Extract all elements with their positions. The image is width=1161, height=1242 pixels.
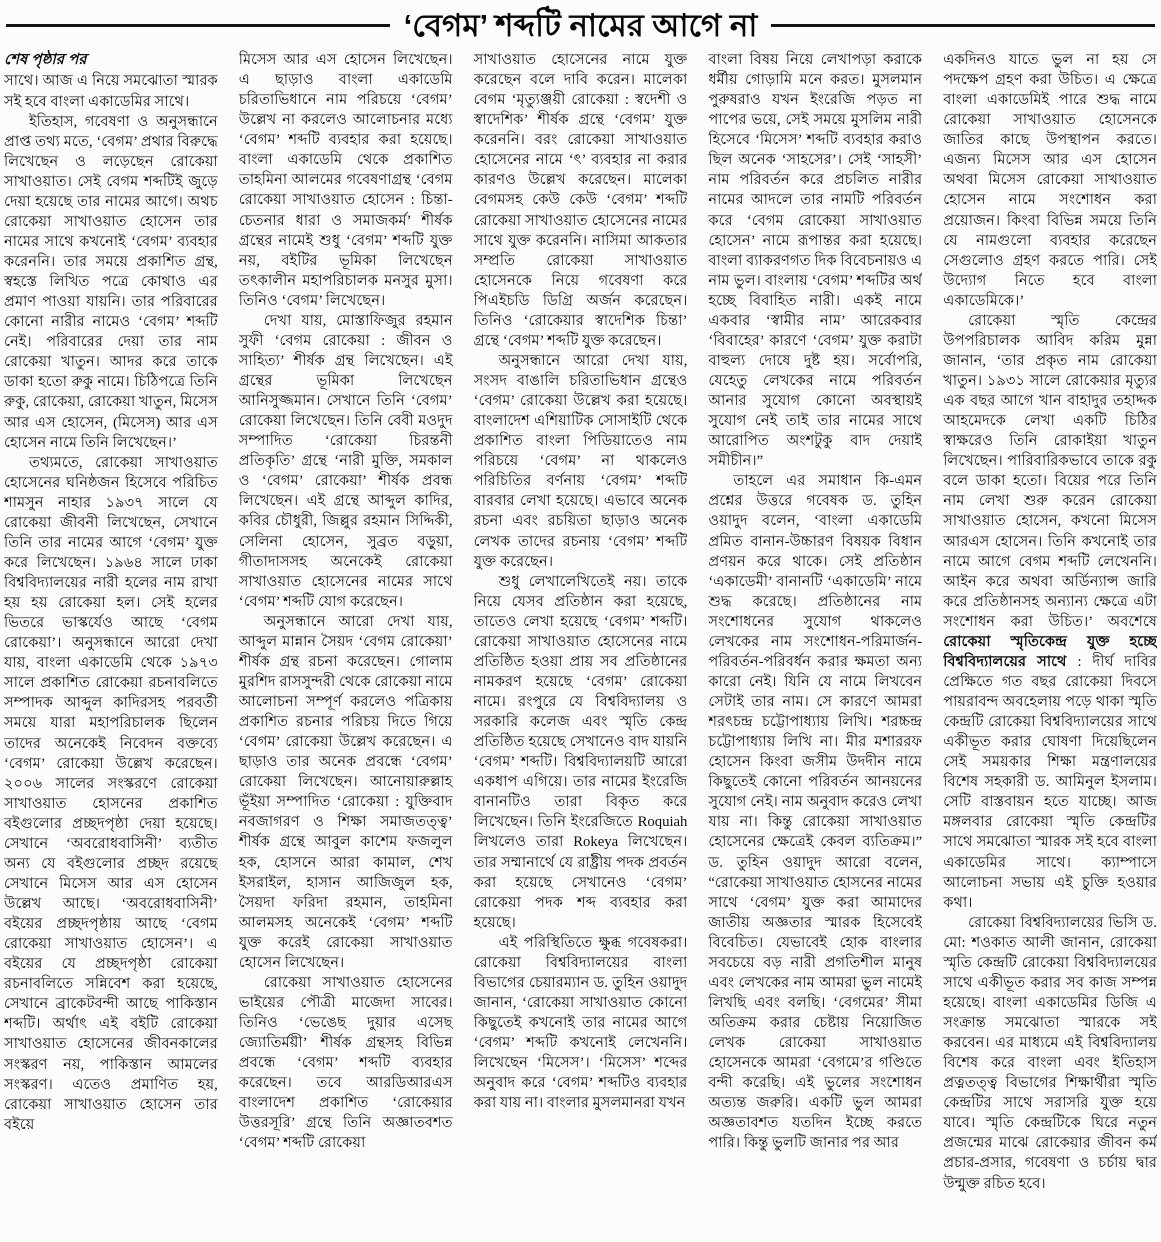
inline-subheading: রোকেয়া স্মৃতিকেন্দ্র যুক্ত হচ্ছে বিশ্ববিদ্যালয়ের সাথে [943,633,1157,670]
paragraph-text: অনুসন্ধানে আরো দেখা যায়, সংসদ বাঙালি চরিতাভিধান গ্রন্থেও ‘বেগম’ রোকেয়া উল্লেখ করা হয়েছে। বাংলাদেশ এশিয়াটিক সোসাইটি থেকে প্রকাশিত বাংলা পিডিয়াতেও নাম পরিচয়ে ‘বেগম’ না থাকলেও পরিচিতির বর্ণনায় ‘বেগম’ শব্দটি বারবার লেখা হয়েছে। এভাবে অনেক রচনা এবং রচয়িতা ছাড়াও অনেক লেখক তাদের রচনায় ‘বেগম’ শব্দটি যুক্ত করেছেন। [473,352,688,570]
paragraph [239,973,453,1154]
paragraph [474,50,688,351]
paragraph [708,471,922,1153]
paragraph [4,453,218,1135]
text-column-2 [239,50,453,1236]
paragraph-text: সাখাওয়াত হোসেনের নামে যুক্ত করেছেন বলে দাবি করেন। মালেকা বেগম ‘মৃত্যুঞ্জয়ী রোকেয়া : স্বদেশী ও স্বাদেশিক’ শীর্ষক গ্রন্থে ‘বেগম’ যুক্ত করেননি। বরং রোকেয়া সাখাওয়াত হোসেনের নামে ‘ৎ’ ব্যবহার না করার কারণও উল্লেখ করেছেন। মালেকা বেগমসহ কেউ কেউ ‘বেগম’ শব্দটি রোকেয়া সাখাওয়াত হোসেনের নামের সাথে যুক্ত করেননি। নাসিমা আকতার সম্প্রতি রোকেয়া সাখাওয়াত হোসেনকে নিয়ে গবেষণা করে পিএইচডি ডিগ্রি অর্জন করেছেন। তিনিও ‘রোকেয়ার স্বাদেশিক চিন্তা’ গ্রন্থে ‘বেগম’ শব্দটি যুক্ত করেছেন। [473,52,688,349]
continuation-note: শেষ পৃষ্ঠার পর [4,51,87,68]
paragraph-text: তাহলে এর সমাধান কি-এমন প্রশ্নের উত্তরে গবেষক ড. তুহিন ওয়াদুদ বলেন, ‘বাংলা একাডেমি প্রমিত বানান-উচ্চারণ বিষয়ক বিধান প্রণয়ন করে থাকে। সেই প্রতিষ্ঠান ‘একাডেমী’ বানানটি ‘একাডেমি’ নামে শুদ্ধ করেছে। প্রতিষ্ঠানের নাম সংশোধনের সুযোগ থাকলেও লেখকের নাম সংশোধন-পরিমার্জন-পরিবর্তন-পরিবর্ধন করার ক্ষমতা অন্য কারো নেই। যিনি যে নামে লিখবেন সেটাই তার নাম। সে কারণে আমরা শরৎচন্দ্র চট্টোপাধ্যায় লিখি। শরচ্চন্দ্র চট্টোপাধ্যায় লিখি না। মীর মশাররফ হোসেন কিংবা জসীম উদদীন নামে কিছুতেই কোনো পরিবর্তন আনয়নের সুযোগ নেই। নাম অনুবাদ করেও লেখা যায় না। কিন্তু রোকেয়া সাখাওয়াত হোসেনের ক্ষেত্রেই কেবল ব্যতিক্রম।” ড. তুহিন ওয়াদুদ আরো বলেন, “রোকেয়া সাখাওয়াত হোসনের নামের সাথে ‘বেগম’ যুক্ত করা আমাদের জাতীয় অজ্ঞতার স্মারক হিসেবেই বিবেচিত। যেভাবেই হোক বাংলার সবচেয়ে বড় নারী প্রগতিশীল মানুষ এবং লেখকের নাম আমরা ভুল নামেই লিখছি এবং বলছি। ‘বেগমের’ সীমা অতিক্রম করার চেষ্টায় নিয়োজিত লেখক রোকেয়া সাখাওয়াত হোসেনকে আমরা ‘বেগমে’র গণ্ডিতে বন্দী করেছি। এই ভুলের সংশোধন অত্যন্ত জরুরি। একটি ভুল আমরা অজ্ঞতাবশত যতদিন ইচ্ছে করতে পারি। কিন্তু ভুলটি জানার পর আর [708,473,923,1152]
paragraph [474,351,688,572]
article-headline: ‘বেগম’ শব্দটি নামের আগে না [403,7,758,43]
paragraph [239,612,453,973]
paragraph [4,71,218,111]
paragraph [474,572,688,933]
paragraph [943,50,1157,311]
headline-rule-right [771,24,1155,27]
paragraph [239,311,453,612]
headline-rule-left [6,24,390,27]
article-body [4,48,1157,1236]
paragraph [943,311,1157,913]
paragraph-text: : দীর্ঘ দাবির প্রেক্ষিতে গত বছর রোকেয়া দিবসে পায়রাবন্দ অবহেলায় পড়ে থাকা স্মৃতি কেন্দ্রটি রোকেয়া বিশ্ববিদ্যালয়ের সাথে একীভূত করার ঘোষণা দিয়েছিলেন সেই সময়কার শিক্ষা মন্ত্রণালয়ের বিশেষ সহকারী ড. আমিনুল ইসলাম। সেটি বাস্তবায়ন হতে যাচ্ছে। আজ মঙ্গলবার রোকেয়া স্মৃতি কেন্দ্রটির সাথে সমঝোতা স্মারক সই হবে বাংলা একাডেমির সাথে। ক্যাম্পাসে আলোচনা সভায় এই চুক্তি হওয়ার কথা। [943,653,1157,911]
paragraph-text: বাংলা বিষয় নিয়ে লেখাপড়া করাকে ধর্মীয় গোড়ামি মনে করত। মুসলমান পুরুষরাও যখন ইংরেজি পড়ত না পাপের ভয়ে, সেই সময়ে মুসলিম নারী হিসেবে ‘মিসেস’ শব্দটি ব্যবহার করাও ছিল অনেক ‘সাহসের’। সেই ‘সাহসী’ নাম পরিবর্তন করে প্রচলিত নারীর নামের আদলে তার নামটি পরিবর্তন করে ‘বেগম রোকেয়া সাখাওয়াত হোসেন’ নামে রূপান্তর করা হয়েছে। বাংলা ব্যাকরণগত দিক বিবেচনায়ও এ নাম ভুল। বাংলায় ‘বেগম’ শব্দটির অর্থ হচ্ছে বিবাহিত নারী। একই নামে একবার ‘স্বামীর নাম’ আরেকবার ‘বিবাহের’ কারণে ‘বেগম’ যুক্ত করাটা বাহুল্য দোষে দুষ্ট হয়। সর্বোপরি, যেহেতু লেখকের নামে পরিবর্তন আনার সুযোগ কোনো অবস্থায়ই সুযোগ নেই তাই তার নামের সাথে আরোপিত অংশটুকু বাদ দেয়াই সমীচীন।” [708,52,923,470]
text-column-4 [708,50,922,1236]
paragraph [239,50,453,311]
paragraph-text: রোকেয়া বিশ্ববিদ্যালয়ের ভিসি ড. মো: শওকাত আলী জানান, রোকেয়া স্মৃতি কেন্দ্রটি রোকেয়া বিশ্ববিদ্যালয়ের সাথে একীভূত করার সব কাজ সম্পন্ন হয়েছে। বাংলা একাডেমির ডিজি এ সংক্রান্ত সমঝোতা স্মারকে সই করবেন। এর মাধ্যমে এই বিশ্ববিদ্যালয় বিশেষ করে বাংলা এবং ইতিহাস প্রত্নতত্ত্ব বিভাগের শিক্ষার্থীরা স্মৃতি কেন্দ্রটির সাথে সরাসরি যুক্ত হয়ে যাবে। স্মৃতি কেন্দ্রটিকে ঘিরে নতুন প্রজন্মের মাঝে রোকেয়ার জীবন কর্ম প্রচার-প্রসার, গবেষণা ও চর্চায় দ্বার উন্মুক্ত রচিত হবে। [943,914,1157,1192]
paragraph-text: শুধু লেখালেখিতেই নয়। তাকে নিয়ে যেসব প্রতিষ্ঠান করা হয়েছে, তাতেও লেখা হয়েছে ‘বেগম’ শব্দটি। রোকেয়া সাখাওয়াত হোসেনের নামে প্রতিষ্ঠিত হওয়া প্রায় সব প্রতিষ্ঠানের নামকরণ হয়েছে ‘বেগম’ রোকেয়া নামে। রংপুরে যে বিশ্ববিদ্যালয় ও সরকারি কলেজ এবং স্মৃতি কেন্দ্র প্রতিষ্ঠিত হয়েছে সেখানেও বাদ যায়নি ‘বেগম’ শব্দটি। বিশ্ববিদ্যালয়টি আরো একধাপ এগিয়ে। তার নামের ইংরেজি বানানটিও তারা বিকৃত করে লিখেছেন। তিনি ইংরেজিতে Roquiah লিখলেও তারা Rokeya লিখেছেন। তার সম্মানার্থে যে রাষ্ট্রীয় পদক প্রবর্তন করা হয়েছে সেখানেও ‘বেগম’ রোকেয়া পদক শব্দ ব্যবহার করা হয়েছে। [473,573,688,931]
paragraph-text: রোকেয়া সাখাওয়াত হোসেনের ভাইয়ের পৌত্রী মাজেদা সাবের। তিনিও ‘ভেঙেছ দুয়ার এসেছ জ্যোতির্ময়ী’ শীর্ষক গ্রন্থসহ বিভিন্ন প্রবন্ধে ‘বেগম’ শব্দটি ব্যবহার করেছেন। তবে আরডিআরএস বাংলাদেশ প্রকাশিত ‘রোকেয়ার উত্তরসূরি’ গ্রন্থে তিনি অজ্ঞাতবশত ‘বেগম’ শব্দটি রোকেয়া [238,974,453,1152]
paragraph-text: রোকেয়া স্মৃতি কেন্দ্রের উপপরিচালক আবিদ করিম মুন্না জানান, ‘তার প্রকৃত নাম রোকেয়া খাতুন। ১৯৩১ সালে রোকেয়ার মৃত্যুর এক বছর আগে খান বাহাদুর তহাদ্দক আহমেদকে লেখা একটি চিঠির স্বাক্ষরেও তিনি রোকাইয়া খাতুন লিখেছেন। পারিবারিকভাবে তাকে রকু বলে ডাকা হতো। বিয়ের পরে তিনি নাম লেখা শুরু করেন রোকেয়া সাখাওয়াত হোসেন, কখনো মিসেস আরএস হোসেন। তিনি কখনোই তার নামে আগে বেগম শব্দটি লেখেননি। আইন করে অথবা অর্ডিন্যান্স জারি করে প্রতিষ্ঠানসহ অন্যান্য ক্ষেত্রে এটা সংশোধন করা উচিত।’ অবশেষে [943,312,1157,630]
paragraph [474,933,688,1114]
paragraph-text: সাথে। আজ এ নিয়ে সমঝোতা স্মারক সই হবে বাংলা একাডেমির সাথে। [4,73,218,110]
paragraph-text: দেখা যায়, মোস্তাফিজুর রহমান সুফী ‘বেগম রোকেয়া : জীবন ও সাহিত্য’ শীর্ষক গ্রন্থ লিখেছেন। এই গ্রন্থের ভূমিকা লিখেছেন আনিসুজ্জমান। সেখানে তিনি ‘বেগম’ রোকেয়া লিখেছেন। তিনি বেবী মওদুদ সম্পাদিত ‘রোকেয়া চিরন্তনী প্রতিকৃতি’ গ্রন্থে ‘নারী মুক্তি, সমকাল ও ‘বেগম’ রোকেয়া’ শীর্ষক প্রবন্ধ লিখেছেন। এই গ্রন্থে আব্দুল কাদির, কবির চৌধুরী, জিল্লুর রহমান সিদ্দিকী, সেলিনা হোসেন, সুব্রত বড়ুয়া, গীতাদাসসহ অনেকেই রোকেয়া সাখাওয়াত হোসেনের নামের সাথে ‘বেগম’ শব্দটি যোগ করেছেন। [238,312,453,610]
paragraph-text: মিসেস আর এস হোসেন লিখেছেন। এ ছাড়াও বাংলা একাডেমি চরিতাভিধানে নাম পরিচয়ে ‘বেগম’ উল্লেখ না করলেও আলোচনার মধ্যে ‘বেগম’ শব্দটি ব্যবহার করা হয়েছে। বাংলা একাডেমি থেকে প্রকাশিত তাহমিনা আলমের গবেষণাগ্রন্থ ‘বেগম রোকেয়া সাখাওয়াত হোসেন : চিন্তা-চেতনার ধারা ও সমাজকর্ম’ শীর্ষক গ্রন্থের নামেই শুধু ‘বেগম’ শব্দটি যুক্ত নয়, বইটির ভূমিকা লিখেছেন তৎকালীন মহাপরিচালক মনসুর মুসা। তিনিও ‘বেগম’ লিখেছেন। [238,52,453,309]
text-column-5 [943,50,1157,1236]
paragraph-text: ইতিহাস, গবেষণা ও অনুসন্ধানে প্রাপ্ত তথ্য মতে, ‘বেগম’ প্রথার বিরুদ্ধে লিখেছেন ও লড়েছেন রোকেয়া সাখাওয়াত। সেই বেগম শব্দটিই জুড়ে দেয়া হয়েছে তার নামের আগে। অথচ রোকেয়া সাখাওয়াত হোসেন তার নামের সাথে কখনোই ‘বেগম’ ব্যবহার করেননি। তার সময়ে প্রকাশিত গ্রন্থ, স্বহস্তে লিখিত পত্রে কোথাও এর প্রমাণ পাওয়া যায়নি। তার পরিবারের কোনো নারীর নামেও ‘বেগম’ শব্দটি নেই। পরিবারের দেয়া তার নাম রোকেয়া খাতুন। আদর করে তাকে ডাকা হতো রুকু নামে। চিঠিপত্রে তিনি রুকু, রোকেয়া, রোকেয়া খাতুন, মিসেস আর এস হোসেন, (মিসেস) আর এস হোসেন নামে তিনি লিখেছেন।’ [4,113,218,451]
paragraph-text: তথ্যমতে, রোকেয়া সাখাওয়াত হোসেনের ঘনিষ্ঠজন হিসেবে পরিচিত শামসুন নাহার ১৯৩৭ সালে যে রোকেয়া জীবনী লিখেছেন, সেখানে তিনি তার নামের আগে ‘বেগম’ যুক্ত করে লিখেছেন। ১৯৬৪ সালে ঢাকা বিশ্ববিদ্যালয়ের নারী হলের নাম রাখা হয় হয় রোকেয়া হল। সেই হলের ভিতরে ভাস্কর্যেও আছে ‘বেগম রোকেয়া’। অনুসন্ধানে আরো দেখা যায়, বাংলা একাডেমি থেকে ১৯৭৩ সালে প্রকাশিত রোকেয়া রচনাবলিতে সম্পাদক আব্দুল কাদিরসহ পরবর্তী সময়ে যারা মহাপরিচালক ছিলেন তাদের অনেকেই নিবেদন বক্তব্যে ‘বেগম’ রোকেয়া উল্লেখ করেছেন। ২০০৬ সালের সংস্করণে রোকেয়া সাখাওয়াত হোসনের প্রকাশিত বইগুলোর প্রচ্ছদপৃষ্ঠা দেয়া হয়েছে। সেখানে ‘অবরোধবাসিনী’ ব্যতীত অন্য যে বইগুলোর প্রচ্ছদ রয়েছে সেখানে মিসেস আর এস হোসেন উল্লেখ আছে। ‘অবরোধবাসিনী’ বইয়ের প্রচ্ছদপৃষ্ঠায় আছে ‘বেগম রোকেয়া সাখাওয়াত হোসেন’। এ বইয়ের যে প্রচ্ছদপৃষ্ঠা রোকেয়া রচনাবলিতে সন্নিবেশ করা হয়েছে, সেখানে ব্রাকেটবন্দী আছে পাকিস্তান শব্দটি। অর্থাৎ এই বইটি রোকেয়া সাখাওয়াত হোসেনের জীবনকালের সংস্করণ নয়, পাকিস্তান আমলের সংস্করণ। এতেও প্রমাণিত হয়, রোকেয়া সাখাওয়াত হোসেন তার বইয়ে [4,454,218,1133]
paragraph [708,50,922,471]
text-column-3 [474,50,688,1236]
paragraph [943,913,1157,1194]
headline-bar [4,2,1157,48]
paragraph [4,112,218,453]
paragraph-text: এই পরিস্থিতিতে ক্ষুব্ধ গবেষকরা। রোকেয়া বিশ্ববিদ্যালয়ের বাংলা বিভাগের চেয়ারম্যান ড. তুহিন ওয়াদুদ জানান, ‘রোকেয়া সাখাওয়াত কোনো কিছুতেই কখনোই তার নামের আগে ‘বেগম’ শব্দটি কখনোই লেখেননি। লিখেছেন ‘মিসেস’। ‘মিসেস’ শব্দের অনুবাদ করে ‘বেগম’ শব্দটিও ব্যবহার করা যায় না। বাংলার মুসলমানরা যখন [473,934,688,1112]
paragraph-text: অনুসন্ধানে আরো দেখা যায়, আব্দুল মান্নান সৈয়দ ‘বেগম রোকেয়া’ শীর্ষক গ্রন্থ রচনা করেছেন। গোলাম মুরশিদ রাসসুন্দরী থেকে রোকেয়া নামে আলোচনা সম্পূর্ণ করলেও পত্রিকায় প্রকাশিত রচনার পরিচয় দিতে গিয়ে ‘বেগম’ রোকেয়া উল্লেখ করেছেন। এ ছাড়াও তার অনেক প্রবন্ধে ‘বেগম’ রোকেয়া লিখেছেন। আনোয়ারুল্লাহ ভূঁইয়া সম্পাদিত ‘রোকেয়া : যুক্তিবাদ নবজাগরণ ও শিক্ষা সমাজতত্ত্ব’ শীর্ষক গ্রন্থে আবুল কাশেম ফজলুল হক, হোসনে আরা কামাল, শেখ ইসরাইল, হাসান আজিজুল হক, সৈয়দা ফরিদা রহমান, তাহমিনা আলমসহ অনেকেই ‘বেগম’ শব্দটি যুক্ত করেই রোকেয়া সাখাওয়াত হোসেন লিখেছেন। [238,613,453,971]
paragraph-text: একদিনও যাতে ভুল না হয় সে পদক্ষেপ গ্রহণ করা উচিত। এ ক্ষেত্রে বাংলা একাডেমিই পারে শুদ্ধ নামে রোকেয়া সাখাওয়াত হোসেনকে জাতির কাছে উপস্থাপন করতে। এজন্য মিসেস আর এস হোসেন অথবা মিসেস রোকেয়া সাখাওয়াত হোসেন নামে সংশোধন করা প্রয়োজন। কিংবা বিভিন্ন সময়ে তিনি যে নামগুলো ব্যবহার করেছেন সেগুলোও গ্রহণ করতে পারি। সেই উদ্যোগ নিতে হবে বাংলা একাডেমিকে।’ [943,52,1157,309]
text-column-1 [4,50,218,1236]
